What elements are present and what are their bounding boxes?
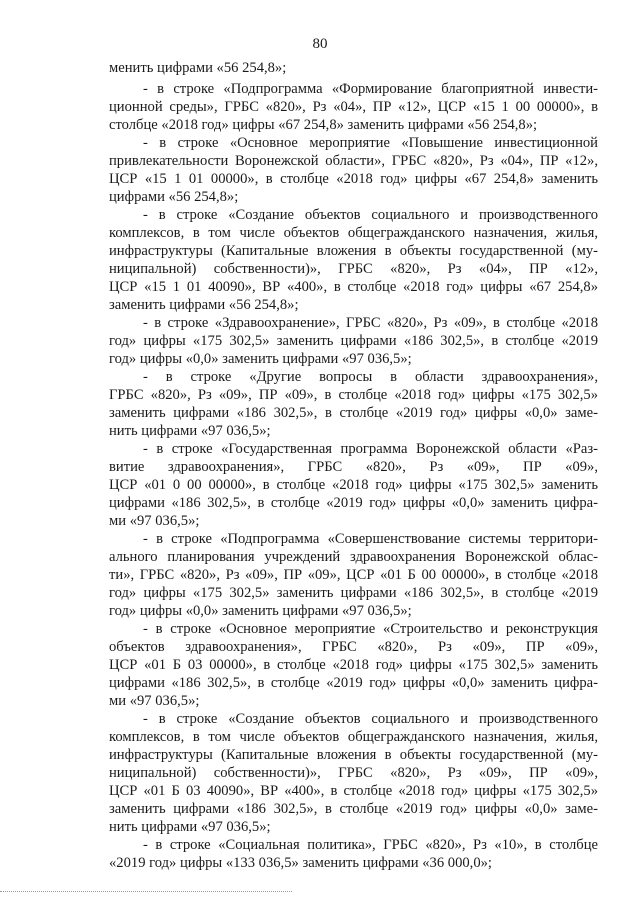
text-line: привлекательности Воронежской области», ГРБС «820», Рз «04», ПР «12», bbox=[109, 153, 598, 169]
text-line: ми «97 036,5»; bbox=[109, 513, 200, 529]
text-line: менить цифрами «56 254,8»; bbox=[109, 60, 287, 76]
text-line: - в строке «Создание объектов социального и производственного bbox=[143, 207, 598, 223]
text-line: столбце «2018 год» цифры «67 254,8» заменить цифрами «56 254,8»; bbox=[109, 117, 538, 133]
text-line: ниципальной) собственности)», ГРБС «820», Рз «09», ПР «09», bbox=[109, 765, 598, 781]
text-line: год» цифры «0,0» заменить цифрами «97 036,5»; bbox=[109, 351, 412, 367]
text-line: ми «97 036,5»; bbox=[109, 693, 200, 709]
text-line: - в строке «Государственная программа Воронежской области «Раз- bbox=[143, 441, 598, 457]
text-line: инфраструктуры (Капитальные вложения в объекты государственной (му- bbox=[109, 243, 598, 259]
text-line: заменить цифрами «56 254,8»; bbox=[109, 297, 299, 313]
text-line: заменить цифрами «186 302,5», в столбце «2019 год» цифры «0,0» заме- bbox=[109, 801, 598, 817]
text-line: - в строке «Основное мероприятие «Повышение инвестиционной bbox=[143, 135, 598, 151]
text-line: нить цифрами «97 036,5»; bbox=[109, 423, 271, 439]
text-line: ЦСР «15 1 01 40090», ВР «400», в столбце «2018 год» цифры «67 254,8» bbox=[109, 279, 598, 295]
text-line: ЦСР «01 Б 03 00000», в столбце «2018 год» цифры «175 302,5» заменить bbox=[109, 657, 598, 673]
text-line: цифрами «56 254,8»; bbox=[109, 189, 239, 205]
text-line: - в строке «Подпрограмма «Совершенствование системы территори- bbox=[143, 531, 598, 547]
text-line: - в строке «Здравоохранение», ГРБС «820», Рз «09», в столбце «2018 bbox=[143, 315, 598, 331]
text-line: «2019 год» цифры «133 036,5» заменить цифрами «36 000,0»; bbox=[109, 855, 492, 871]
text-line: заменить цифрами «186 302,5», в столбце «2019 год» цифры «0,0» заме- bbox=[109, 405, 598, 421]
text-line: - в строке «Социальная политика», ГРБС «820», Рз «10», в столбце bbox=[143, 837, 598, 853]
text-line: ЦСР «01 Б 03 40090», ВР «400», в столбце «2018 год» цифры «175 302,5» bbox=[109, 783, 598, 799]
text-line: год» цифры «175 302,5» заменить цифрами «186 302,5», в столбце «2019 bbox=[109, 333, 598, 349]
text-line: объектов здравоохранения», ГРБС «820», Рз «09», ПР «09», bbox=[109, 639, 598, 655]
text-line: комплексов, в том числе объектов общегражданского назначения, жилья, bbox=[109, 729, 598, 745]
text-line: ЦСР «01 0 00 00000», в столбце «2018 год» цифры «175 302,5» заменить bbox=[109, 477, 598, 493]
text-line: комплексов, в том числе объектов общегражданского назначения, жилья, bbox=[109, 225, 598, 241]
footer-divider bbox=[0, 891, 292, 892]
page-number: 80 bbox=[312, 36, 328, 52]
text-line: - в строке «Подпрограмма «Формирование благоприятной инвести- bbox=[143, 81, 598, 97]
text-line: год» цифры «0,0» заменить цифрами «97 036,5»; bbox=[109, 603, 412, 619]
text-line: ального планирования учреждений здравоохранения Воронежской облас- bbox=[109, 549, 598, 565]
text-line: - в строке «Создание объектов социального и производственного bbox=[143, 711, 598, 727]
text-line: - в строке «Основное мероприятие «Строительство и реконструкция bbox=[143, 621, 598, 637]
text-line: цифрами «186 302,5», в столбце «2019 год» цифры «0,0» заменить цифра- bbox=[109, 675, 598, 691]
text-line: нить цифрами «97 036,5»; bbox=[109, 819, 271, 835]
text-line: инфраструктуры (Капитальные вложения в объекты государственной (му- bbox=[109, 747, 598, 763]
text-line: год» цифры «175 302,5» заменить цифрами «186 302,5», в столбце «2019 bbox=[109, 585, 598, 601]
text-line: ти», ГРБС «820», Рз «09», ПР «09», ЦСР «01 Б 00 00000», в столбце «2018 bbox=[109, 567, 598, 583]
text-line: ЦСР «15 1 01 00000», в столбце «2018 год» цифры «67 254,8» заменить bbox=[109, 171, 598, 187]
text-line: витие здравоохранения», ГРБС «820», Рз «09», ПР «09», bbox=[109, 459, 598, 475]
text-line: цифрами «186 302,5», в столбце «2019 год» цифры «0,0» заменить цифра- bbox=[109, 495, 598, 511]
text-line: ГРБС «820», Рз «09», ПР «09», в столбце «2018 год» цифры «175 302,5» bbox=[109, 387, 598, 403]
text-line: - в строке «Другие вопросы в области здравоохранения», bbox=[143, 369, 598, 385]
text-line: ниципальной) собственности)», ГРБС «820», Рз «04», ПР «12», bbox=[109, 261, 598, 277]
text-line: ционной среды», ГРБС «820», Рз «04», ПР «12», ЦСР «15 1 00 00000», в bbox=[109, 99, 598, 115]
